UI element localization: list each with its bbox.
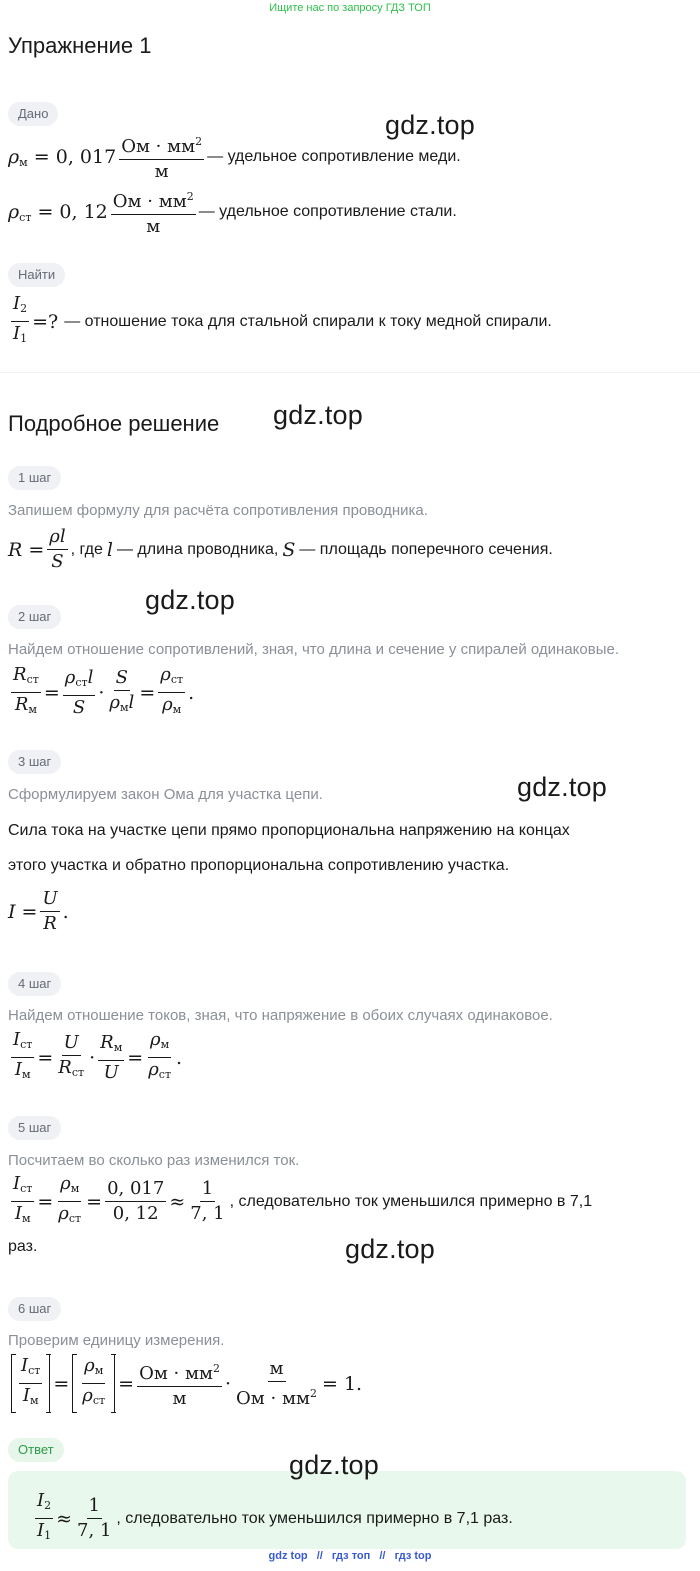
footer-link[interactable]: гдз топ — [331, 1550, 371, 1562]
step-1-formula: R = $\frac{\rho l}{S}$ , где l — длина проводника, S — площадь поперечного сечения. — [8, 526, 553, 572]
step-4-label: 4 шаг — [8, 972, 61, 996]
ohm-law-line-2: этого участка и обратно пропорциональна сопротивлению участка. — [8, 857, 510, 874]
step-3-formula: I = $\frac{U}{R}$ . — [8, 888, 69, 934]
watermark: gdz.top — [289, 1450, 379, 1480]
step-6-formula: $\frac{I_{ст}}{I_м}$ = $\frac{\rho_м}{\rho_{ст}}$ = $\frac{Ом \cdot мм^2}{м}$ · $\frac{м}{Ом \cdot мм^2}$ = 1. — [8, 1354, 362, 1413]
watermark: gdz.top — [345, 1234, 435, 1264]
answer-label: Ответ — [8, 1438, 64, 1462]
given-copper-resistivity: $\rho_м = 0$, 017 $\frac{Ом \cdot мм^2}{м}$ — удельное сопротивление меди. — [8, 132, 461, 182]
answer-formula: $\frac{I_2}{I_1}$ ≈ $\frac{1}{7, 1}$ , следовательно ток уменьшился примерно в 7,1 раз. — [37, 1490, 513, 1542]
step-1-note: Запишем формулу для расчёта сопротивления проводника. — [8, 502, 428, 519]
footer-separator: // — [379, 1550, 386, 1562]
watermark: gdz.top — [273, 400, 363, 430]
step-3-label: 3 шаг — [8, 750, 61, 774]
find-label: Найти — [8, 263, 65, 287]
given-label: Дано — [8, 102, 58, 126]
step-5-formula: $\frac{I_{ст}}{I_м}$ = $\frac{\rho_м}{\rho_{ст}}$ = $\frac{0, 017}{0, 12}$ ≈ $\frac{1}{7, 1}$ , следовательно ток уменьшился примерно в 7,1 — [13, 1173, 593, 1225]
footer-separator: // — [316, 1550, 323, 1562]
section-divider — [0, 372, 700, 373]
step-5-note: Посчитаем во сколько раз изменился ток. — [8, 1152, 300, 1169]
watermark: gdz.top — [145, 585, 235, 615]
step-4-formula: $\frac{I_{ст}}{I_м}$ = $\frac{U}{R_{ст}}$ · $\frac{R_м}{U}$ = $\frac{\rho_м}{\rho_{ст}}$ . — [13, 1029, 183, 1083]
watermark: gdz.top — [385, 110, 475, 140]
solution-title: Подробное решение — [8, 411, 220, 436]
ohm-law-line-1: Сила тока на участке цепи прямо пропорциональна напряжению на концах — [8, 822, 570, 839]
step-2-label: 2 шаг — [8, 605, 61, 629]
unit-fraction: $\frac{Ом \cdot мм^2}{м}$ — [111, 187, 196, 237]
exercise-title: Упражнение 1 — [8, 33, 152, 58]
step-2-note: Найдем отношение сопротивлений, зная, что длина и сечение у спиралей одинаковые. — [8, 641, 620, 658]
step-5-tail: раз. — [8, 1238, 38, 1255]
footer-links — [0, 1550, 700, 1562]
given-steel-resistivity: $\rho_{ст} = 0$, 12 $\frac{Ом \cdot мм^2}{м}$ — удельное сопротивление стали. — [8, 187, 457, 237]
step-3-note: Сформулируем закон Ома для участка цепи. — [8, 786, 323, 803]
step-5-label: 5 шаг — [8, 1116, 61, 1140]
step-4-note: Найдем отношение токов, зная, что напряжение в обоих случаях одинаковое. — [8, 1007, 553, 1024]
footer-link[interactable]: гдз top — [394, 1550, 432, 1562]
find-expression: $\frac{I_2}{I_1}$ =? — отношение тока для стальной спирали к току медной спирали. — [13, 293, 552, 345]
watermark: gdz.top — [517, 772, 607, 802]
footer-link[interactable]: gdz top — [268, 1550, 308, 1562]
step-6-label: 6 шаг — [8, 1297, 61, 1321]
unit-fraction: $\frac{Ом \cdot мм^2}{м}$ — [119, 132, 204, 182]
step-6-note: Проверим единицу измерения. — [8, 1332, 225, 1349]
search-hint-banner: Ищите нас по запросу ГДЗ ТОП — [269, 2, 431, 14]
step-1-label: 1 шаг — [8, 466, 61, 490]
step-2-formula: $\frac{R_{ст}}{R_м}$ = $\frac{\rho_{ст}l}{S}$ · $\frac{S}{\rho_мl}$ = $\frac{\rho_{ст}}{\rho_м}$ . — [13, 664, 195, 718]
